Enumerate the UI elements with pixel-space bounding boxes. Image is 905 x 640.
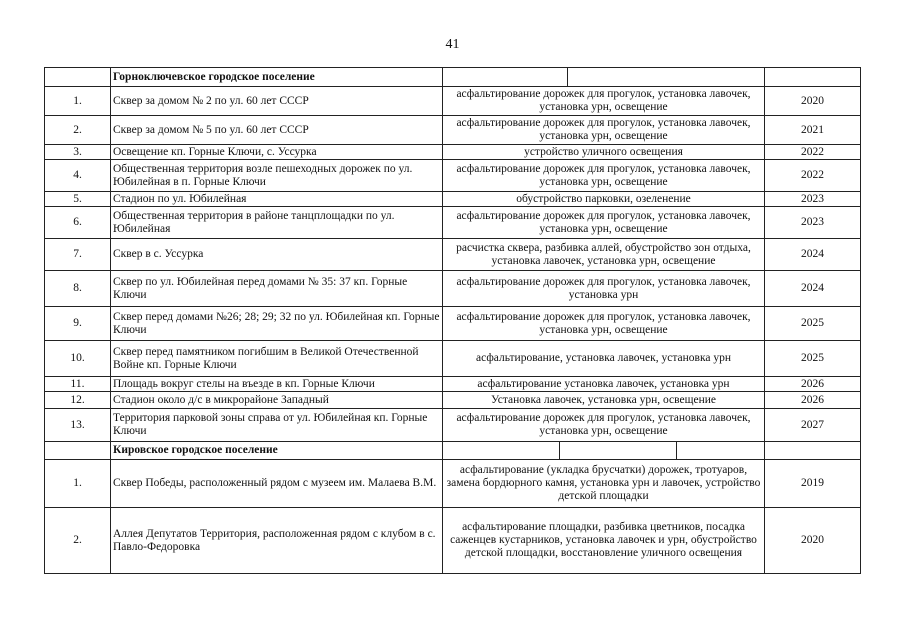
work-description: обустройство парковки, озеленение <box>443 192 765 207</box>
row-number: 2. <box>45 508 111 574</box>
row-number: 6. <box>45 207 111 239</box>
territory-name: Площадь вокруг стелы на въезде в кп. Горные Ключи <box>111 377 443 392</box>
row-number: 2. <box>45 116 111 145</box>
year: 2024 <box>765 271 861 307</box>
work-description: асфальтирование дорожек для прогулок, установка лавочек, установка урн, освещение <box>443 207 765 239</box>
table-row <box>45 160 861 192</box>
table-row <box>45 239 861 271</box>
year: 2023 <box>765 207 861 239</box>
work-description: асфальтирование дорожек для прогулок, установка лавочек, установка урн, освещение <box>443 87 765 116</box>
territory-name: Стадион около д/с в микрорайоне Западный <box>111 392 443 409</box>
table-row <box>45 145 861 160</box>
year: 2022 <box>765 145 861 160</box>
territory-name: Сквер Победы, расположенный рядом с музеем им. Малаева В.М. <box>111 460 443 508</box>
section-title: Кировское городское поселение <box>111 442 443 460</box>
section-header-row <box>45 442 861 460</box>
row-number: 7. <box>45 239 111 271</box>
work-description: асфальтирование дорожек для прогулок, установка лавочек, установка урн <box>443 271 765 307</box>
year: 2022 <box>765 160 861 192</box>
territory-name: Сквер за домом № 2 по ул. 60 лет СССР <box>111 87 443 116</box>
year: 2019 <box>765 460 861 508</box>
row-number: 1. <box>45 460 111 508</box>
row-number: 13. <box>45 409 111 442</box>
table-row <box>45 207 861 239</box>
table-row <box>45 271 861 307</box>
table-row <box>45 409 861 442</box>
row-number: 4. <box>45 160 111 192</box>
territory-name: Территория парковой зоны справа от ул. Юбилейная кп. Горные Ключи <box>111 409 443 442</box>
year: 2026 <box>765 392 861 409</box>
territory-name: Общественная территория возле пешеходных дорожек по ул. Юбилейная в п. Горные Ключи <box>111 160 443 192</box>
row-number: 8. <box>45 271 111 307</box>
territory-name: Освещение кп. Горные Ключи, с. Уссурка <box>111 145 443 160</box>
page-number: 41 <box>445 37 460 52</box>
year: 2021 <box>765 116 861 145</box>
table-row <box>45 460 861 508</box>
table-row <box>45 377 861 392</box>
improvement-table <box>44 67 861 574</box>
work-description: асфальтирование площадки, разбивка цветников, посадка саженцев кустарников, установка лавочек и урн, обустройство детской площадки, восстановление уличного освещения <box>443 508 765 574</box>
row-number: 9. <box>45 307 111 341</box>
work-description: асфальтирование дорожек для прогулок, установка лавочек, установка урн, освещение <box>443 307 765 341</box>
table-row <box>45 508 861 574</box>
row-number: 3. <box>45 145 111 160</box>
year: 2025 <box>765 341 861 377</box>
territory-name: Сквер перед домами №26; 28; 29; 32 по ул. Юбилейная кп. Горные Ключи <box>111 307 443 341</box>
work-description: асфальтирование установка лавочек, установка урн <box>443 377 765 392</box>
section-header-row <box>45 68 861 87</box>
work-description: асфальтирование дорожек для прогулок, установка лавочек, установка урн, освещение <box>443 116 765 145</box>
work-description: асфальтирование дорожек для прогулок, установка лавочек, установка урн, освещение <box>443 160 765 192</box>
territory-name: Аллея Депутатов Территория, расположенная рядом с клубом в с. Павло-Федоровка <box>111 508 443 574</box>
row-number: 5. <box>45 192 111 207</box>
row-number: 1. <box>45 87 111 116</box>
table-row <box>45 392 861 409</box>
work-description: асфальтирование, установка лавочек, установка урн <box>443 341 765 377</box>
row-number: 12. <box>45 392 111 409</box>
territory-name: Сквер в с. Уссурка <box>111 239 443 271</box>
year: 2024 <box>765 239 861 271</box>
year: 2027 <box>765 409 861 442</box>
year: 2020 <box>765 87 861 116</box>
table-row <box>45 116 861 145</box>
table-row <box>45 307 861 341</box>
territory-name: Общественная территория в районе танцплощадки по ул. Юбилейная <box>111 207 443 239</box>
section-title: Горноключевское городское поселение <box>111 68 443 87</box>
work-description: устройство уличного освещения <box>443 145 765 160</box>
territory-name: Сквер перед памятником погибшим в Великой Отечественной Войне кп. Горные Ключи <box>111 341 443 377</box>
row-number: 10. <box>45 341 111 377</box>
territory-name: Стадион по ул. Юбилейная <box>111 192 443 207</box>
work-description: расчистка сквера, разбивка аллей, обустройство зон отдыха, установка лавочек, установка урн, освещение <box>443 239 765 271</box>
table-row <box>45 87 861 116</box>
year: 2026 <box>765 377 861 392</box>
work-description: асфальтирование (укладка брусчатки) дорожек, тротуаров, замена бордюрного камня, установка урн и лавочек, устройство детской площадки <box>443 460 765 508</box>
table-row <box>45 341 861 377</box>
work-description: асфальтирование дорожек для прогулок, установка лавочек, установка урн, освещение <box>443 409 765 442</box>
row-number: 11. <box>45 377 111 392</box>
year: 2025 <box>765 307 861 341</box>
year: 2023 <box>765 192 861 207</box>
work-description: Установка лавочек, установка урн, освещение <box>443 392 765 409</box>
table-row <box>45 192 861 207</box>
territory-name: Сквер за домом № 5 по ул. 60 лет СССР <box>111 116 443 145</box>
year: 2020 <box>765 508 861 574</box>
territory-name: Сквер по ул. Юбилейная перед домами № 35: 37 кп. Горные Ключи <box>111 271 443 307</box>
